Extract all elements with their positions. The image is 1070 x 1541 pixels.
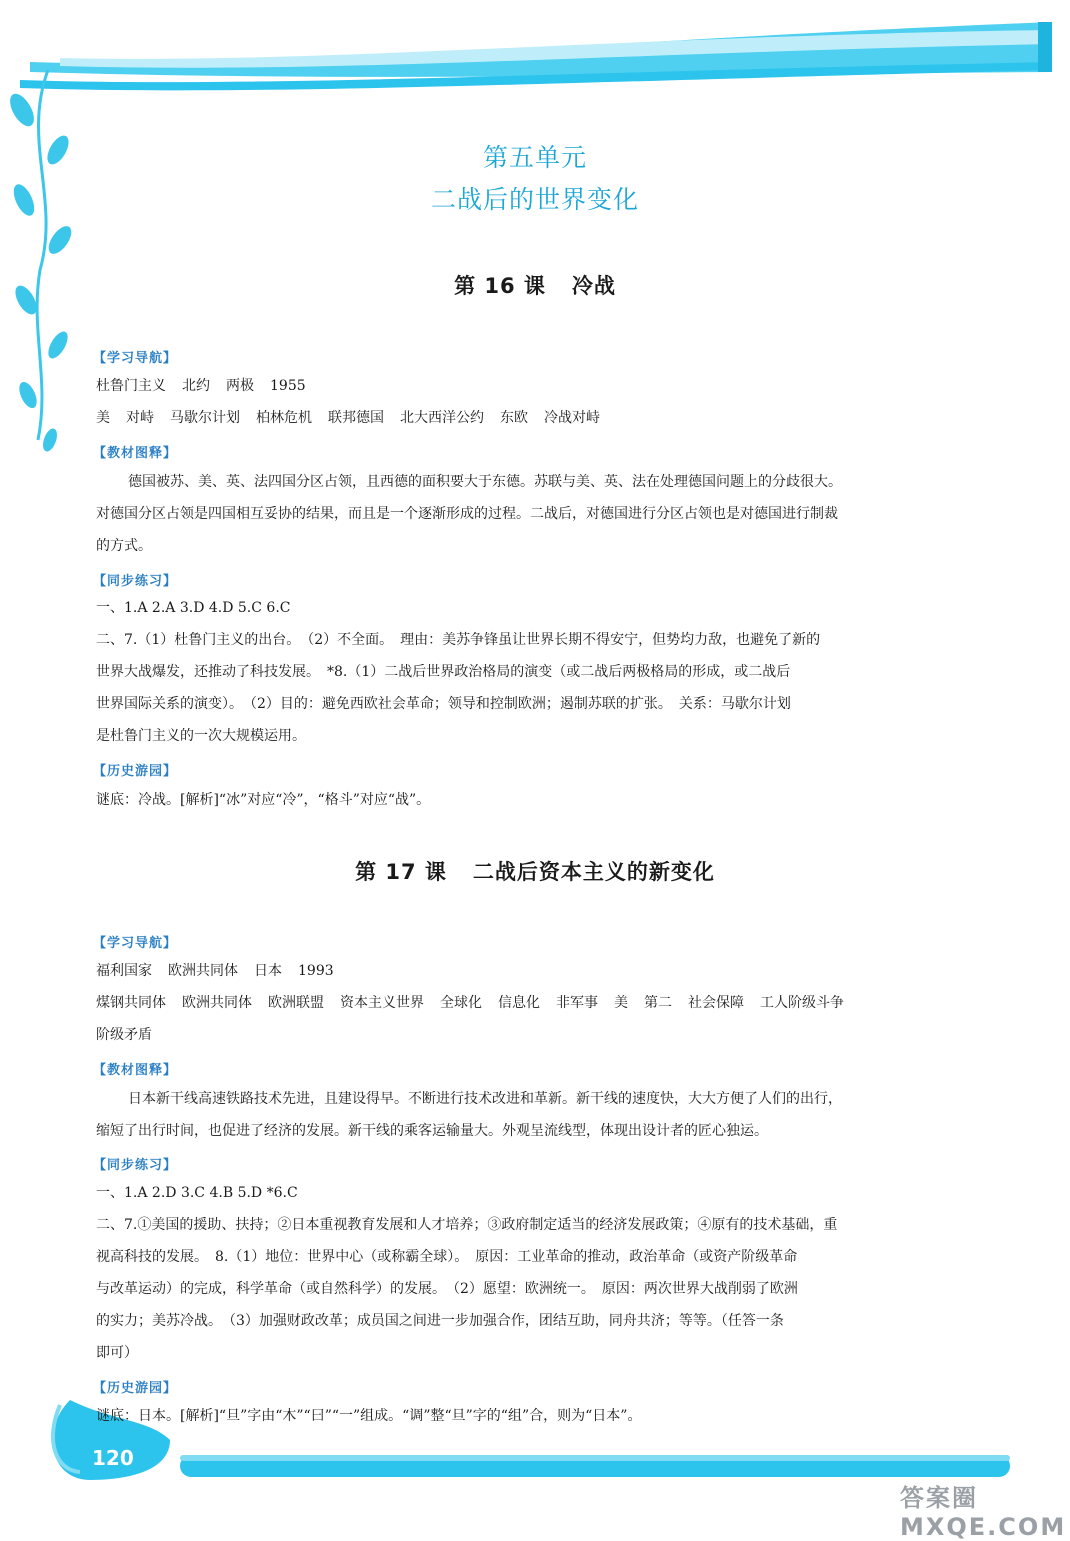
lesson17-tag-garden: 【历史游园】 [93,1381,178,1396]
lesson17-practice-line: 视高科技的发展。 8.（1）地位：世界中心（或称霸全球）。 原因：工业革命的推动，政治革命（或资产阶级革命 [96,1249,798,1265]
lesson17-name: 二战后资本主义的新变化 [472,860,715,884]
top-ribbon [20,22,1052,90]
term: 对峙 [126,410,154,426]
lesson17-number: 第 17 课 [355,860,447,884]
term: 欧洲共同体 [168,963,238,979]
lesson17-tag-guide: 【学习导航】 [93,936,178,951]
lesson16-practice-line: 二、7.（1）杜鲁门主义的出台。 （2）不全面。 理由：美苏争锋虽让世界长期不得安宁，但势均力敌，也避免了新的 [96,632,821,648]
term: 社会保障 [688,995,744,1011]
term: 阶级矛盾 [96,1027,152,1043]
lesson17-garden-line: 谜底：日本。[解析]“旦”字由“木”“曰”“一”组成。“调”整“旦”字的“组”合，则为“日本”。 [96,1408,642,1424]
term: 信息化 [498,995,540,1011]
lesson17-practice-line: 与改革运动）的完成，科学革命（或自然科学）的发展。 （2）愿望：欧洲统一。 原因：两次世界大战削弱了欧洲 [96,1281,798,1297]
lesson16-practice-line: 世界国际关系的演变）。 （2）目的：避免西欧社会革命；领导和控制欧洲；遏制苏联的扩张。 关系：马歇尔计划 [96,696,791,712]
lesson16-explain-line: 的方式。 [96,538,152,554]
lesson16-guide-row2 [96,408,996,428]
term: 工人阶级斗争 [760,995,844,1011]
term: 欧洲共同体 [182,995,252,1011]
term: 欧洲联盟 [268,995,324,1011]
unit-title: 二战后的世界变化 [430,185,639,214]
term: 两极 [226,378,254,394]
lesson17-tag-explain: 【教材图释】 [93,1063,178,1078]
lesson17-practice-line: 二、7.①美国的援助、扶持；②日本重视教育发展和人才培养；③政府制定适当的经济发展政策；④原有的技术基础，重 [96,1217,838,1233]
lesson16-explain-line: 德国被苏、美、英、法四国分区占领，且西德的面积要大于东德。苏联与美、英、法在处理德国问题上的分歧很大。 [128,474,842,490]
lesson16-guide-row1 [96,376,996,396]
lesson17-practice-line: 即可） [96,1345,138,1361]
term: 1993 [298,963,334,979]
watermark: 答案圈 MXQE.COM [900,1484,1067,1541]
lesson16-tag-guide: 【学习导航】 [93,351,178,366]
term: 1955 [270,378,306,394]
term: 美 [96,410,110,426]
term: 北约 [182,378,210,394]
term: 杜鲁门主义 [96,378,166,394]
lesson17-practice-line: 的实力；美苏冷战。 （3）加强财政改革；成员国之间进一步加强合作，团结互助，同舟共济；等等。（任答一条 [96,1313,784,1329]
term: 冷战对峙 [544,410,600,426]
unit-number: 第五单元 [482,143,587,172]
term: 联邦德国 [328,410,384,426]
term: 日本 [254,963,282,979]
term: 柏林危机 [256,410,312,426]
term: 东欧 [500,410,528,426]
lesson17-tag-practice: 【同步练习】 [93,1158,178,1173]
term: 资本主义世界 [340,995,424,1011]
lesson16-practice-line: 一、1.A 2.A 3.D 4.D 5.C 6.C [96,600,291,616]
lesson16-practice-line: 世界大战爆发，还推动了科技发展。 *8.（1）二战后世界政治格局的演变（或二战后两极格局的形成，或二战后 [96,664,791,680]
lesson17-title [0,856,1070,886]
term: 美 [614,995,628,1011]
lesson16-tag-garden: 【历史游园】 [93,764,178,779]
term: 福利国家 [96,963,152,979]
left-vine [5,70,76,453]
lesson16-number: 第 16 课 [454,274,546,298]
lesson16-explain-line: 对德国分区占领是四国相互妥协的结果，而且是一个逐渐形成的过程。二战后，对德国进行分区占领也是对德国进行制裁 [96,506,838,522]
term: 全球化 [440,995,482,1011]
term: 马歇尔计划 [170,410,240,426]
lesson17-explain-line: 缩短了出行时间，也促进了经济的发展。新干线的乘客运输量大。外观呈流线型，体现出设计者的匠心独运。 [96,1123,768,1139]
lesson16-garden-line: 谜底：冷战。[解析]“冰”对应“冷”，“格斗”对应“战”。 [96,792,431,808]
term: 第二 [644,995,672,1011]
page-number: 120 [92,1446,134,1470]
lesson16-tag-practice: 【同步练习】 [93,574,178,589]
lesson16-name: 冷战 [571,274,616,298]
term: 煤钢共同体 [96,995,166,1011]
lesson17-practice-line: 一、1.A 2.D 3.C 4.B 5.D *6.C [96,1185,298,1201]
lesson16-tag-explain: 【教材图释】 [93,446,178,461]
lesson17-guide-row2 [96,993,996,1013]
lesson17-guide-row3 [96,1025,996,1045]
term: 非军事 [556,995,598,1011]
lesson16-title [0,270,1070,300]
lesson17-guide-row1 [96,961,996,981]
lesson16-practice-line: 是杜鲁门主义的一次大规模运用。 [96,728,306,744]
lesson17-explain-line: 日本新干线高速铁路技术先进，且建设得早。不断进行技术改进和革新。新干线的速度快，大大方便了人们的出行， [128,1091,842,1107]
term: 北大西洋公约 [400,410,484,426]
